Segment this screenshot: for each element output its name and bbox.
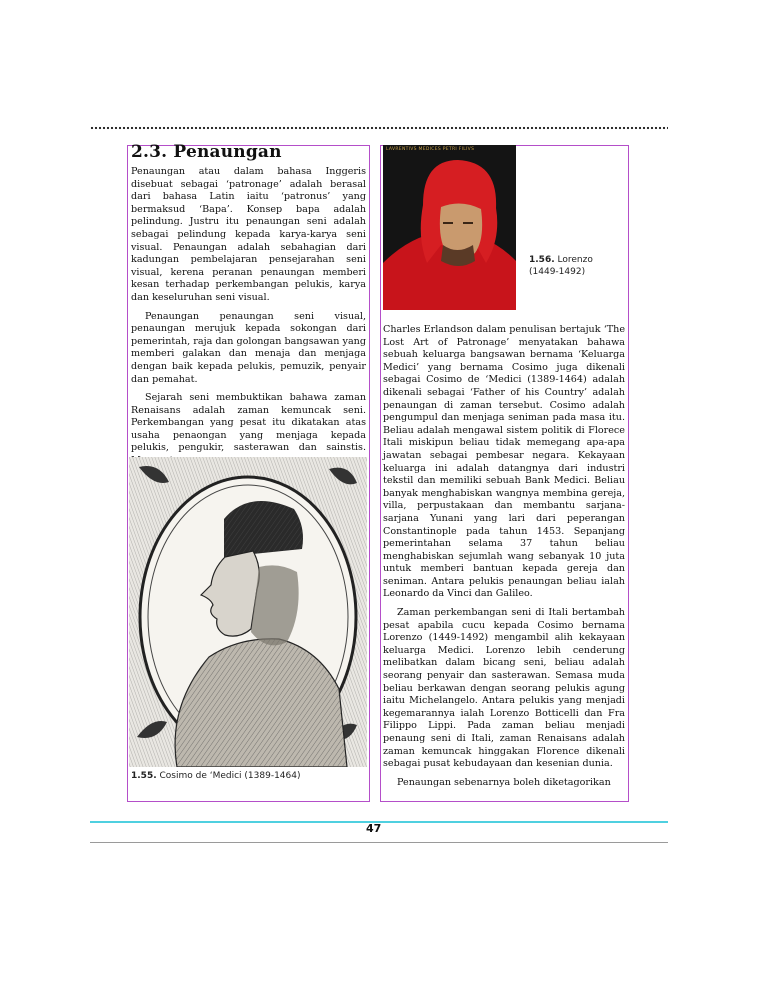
right-paragraph-3: Penaungan sebenarnya boleh diketagorikan [397,776,611,788]
left-paragraph-2: Penaungan penaungan seni visual, penaungan merujuk kepada sokongan dari pemerintah, raja dan golongan bangsawan yang memberi galakan dan menaja dan menjaga dengan baik kepada pelukis, pemuzik, penyair dan pemahat. [131,310,366,385]
right-paragraph-1: Charles Erlandson dalam penulisan bertajuk ‘The Lost Art of Patronage’ menyatakan bahawa sebuah keluarga bangsawan bernama ‘Keluarga Medici’ yang bernama Cosimo juga dikenali sebagai Cosimo de ‘Medici (1389-1464) adalah dikenali sebagai ‘Father of his Country’ adalah penaungan di zaman tersebut. Cosimo adalah pengumpul dan menjaga seniman pada masa itu. Beliau adalah mengawal sistem politik di Florece Itali miskipun beliau tidak memegang apa-apa jawatan sebagai pembesar negara. Kekayaan keluarga ini adalah datangnya dari industri tekstil dan memiliki sebuah Bank Medici. Beliau banyak menghabiskan wangnya membina gereja, villa, perpustakaan dan membantu sarjana-sarjana Yunani yang lari dari peperangan Constantinople pada tahun 1453. Sepanjang pemerintahan selama 37 tahun beliau menghabiskan sejumlah wang sebanyak 10 juta untuk memberi bantuan kepada gereja dan seniman. Antara pelukis penaungan beliau ialah Leonardo da Vinci dan Galileo. [383,324,625,600]
right-text-block [383,324,625,795]
figure-155-caption [131,771,301,783]
page-number: 47 [366,822,382,835]
left-paragraph-3: Sejarah seni membuktikan bahawa zaman Renaisans adalah zaman kemuncak seni. Perkembangan yang pesat itu dikatakan atas usaha penaongan yang menjaga kepada pelukis, pengukir, sasterawan dan sainstis. [131,392,366,454]
left-text-block [131,166,366,474]
section-title: 2.3. Penaungan [131,142,282,162]
right-paragraph-2: Zaman perkembangan seni di Itali bertambah pesat apabila cucu kepada Cosimo bernama Lorenzo (1449-1492) mengambil alih kekayaan keluarga Medici. Lorenzo lebih cenderung melibatkan dalam bicang seni, beliau adalah seorang penyair dan sasterawan. Semasa muda beliau berkawan dengan seorang pelukis agung iaitu Michelangelo. Antara pelukis yang menjadi kegemarannya ialah Lorenzo Botticelli dan Fra Filippo Lippi. Pada zaman beliau menjadi penaung seni di Itali, zaman Renaisans adalah zaman kemuncak hinggakan Florence dikenali sebagai pusat kebudayaan dan kesenian dunia. [383,607,625,770]
figure-155-number: 1.55. [131,771,157,781]
portrait-inscription: LAVRENTIVS MEDICES PETRI FILIVS [386,147,475,152]
figure-156-number: 1.56. [529,255,555,265]
figure-155-text: Cosimo de ‘Medici (1389-1464) [159,771,301,781]
figure-156-text: Lorenzo (1449-1492) [529,255,593,277]
header-dotted-rule [90,126,668,130]
footer-grey-rule [90,842,668,843]
figure-156-caption [529,255,599,278]
cosimo-engraving-image [129,457,367,767]
left-paragraph-1: Penaungan atau dalam bahasa Inggeris disebuat sebagai ‘patronage’ adalah berasal dari bahasa Latin iaitu ‘patronus’ yang bermaksud ‘Bapa’. Konsep bapa adalah pelindung. Justru itu penaungan seni adalah sebagai pelindung kepada karya-karya seni visual. Penaungan adalah sebahagian dari kadungan pembelajaran pensejarahan seni visual, kerena peranan penaungan memberi kesan terhadap perkembangan pelukis, karya dan keseluruhan seni visual. [131,166,366,303]
lorenzo-portrait-image [383,145,516,310]
